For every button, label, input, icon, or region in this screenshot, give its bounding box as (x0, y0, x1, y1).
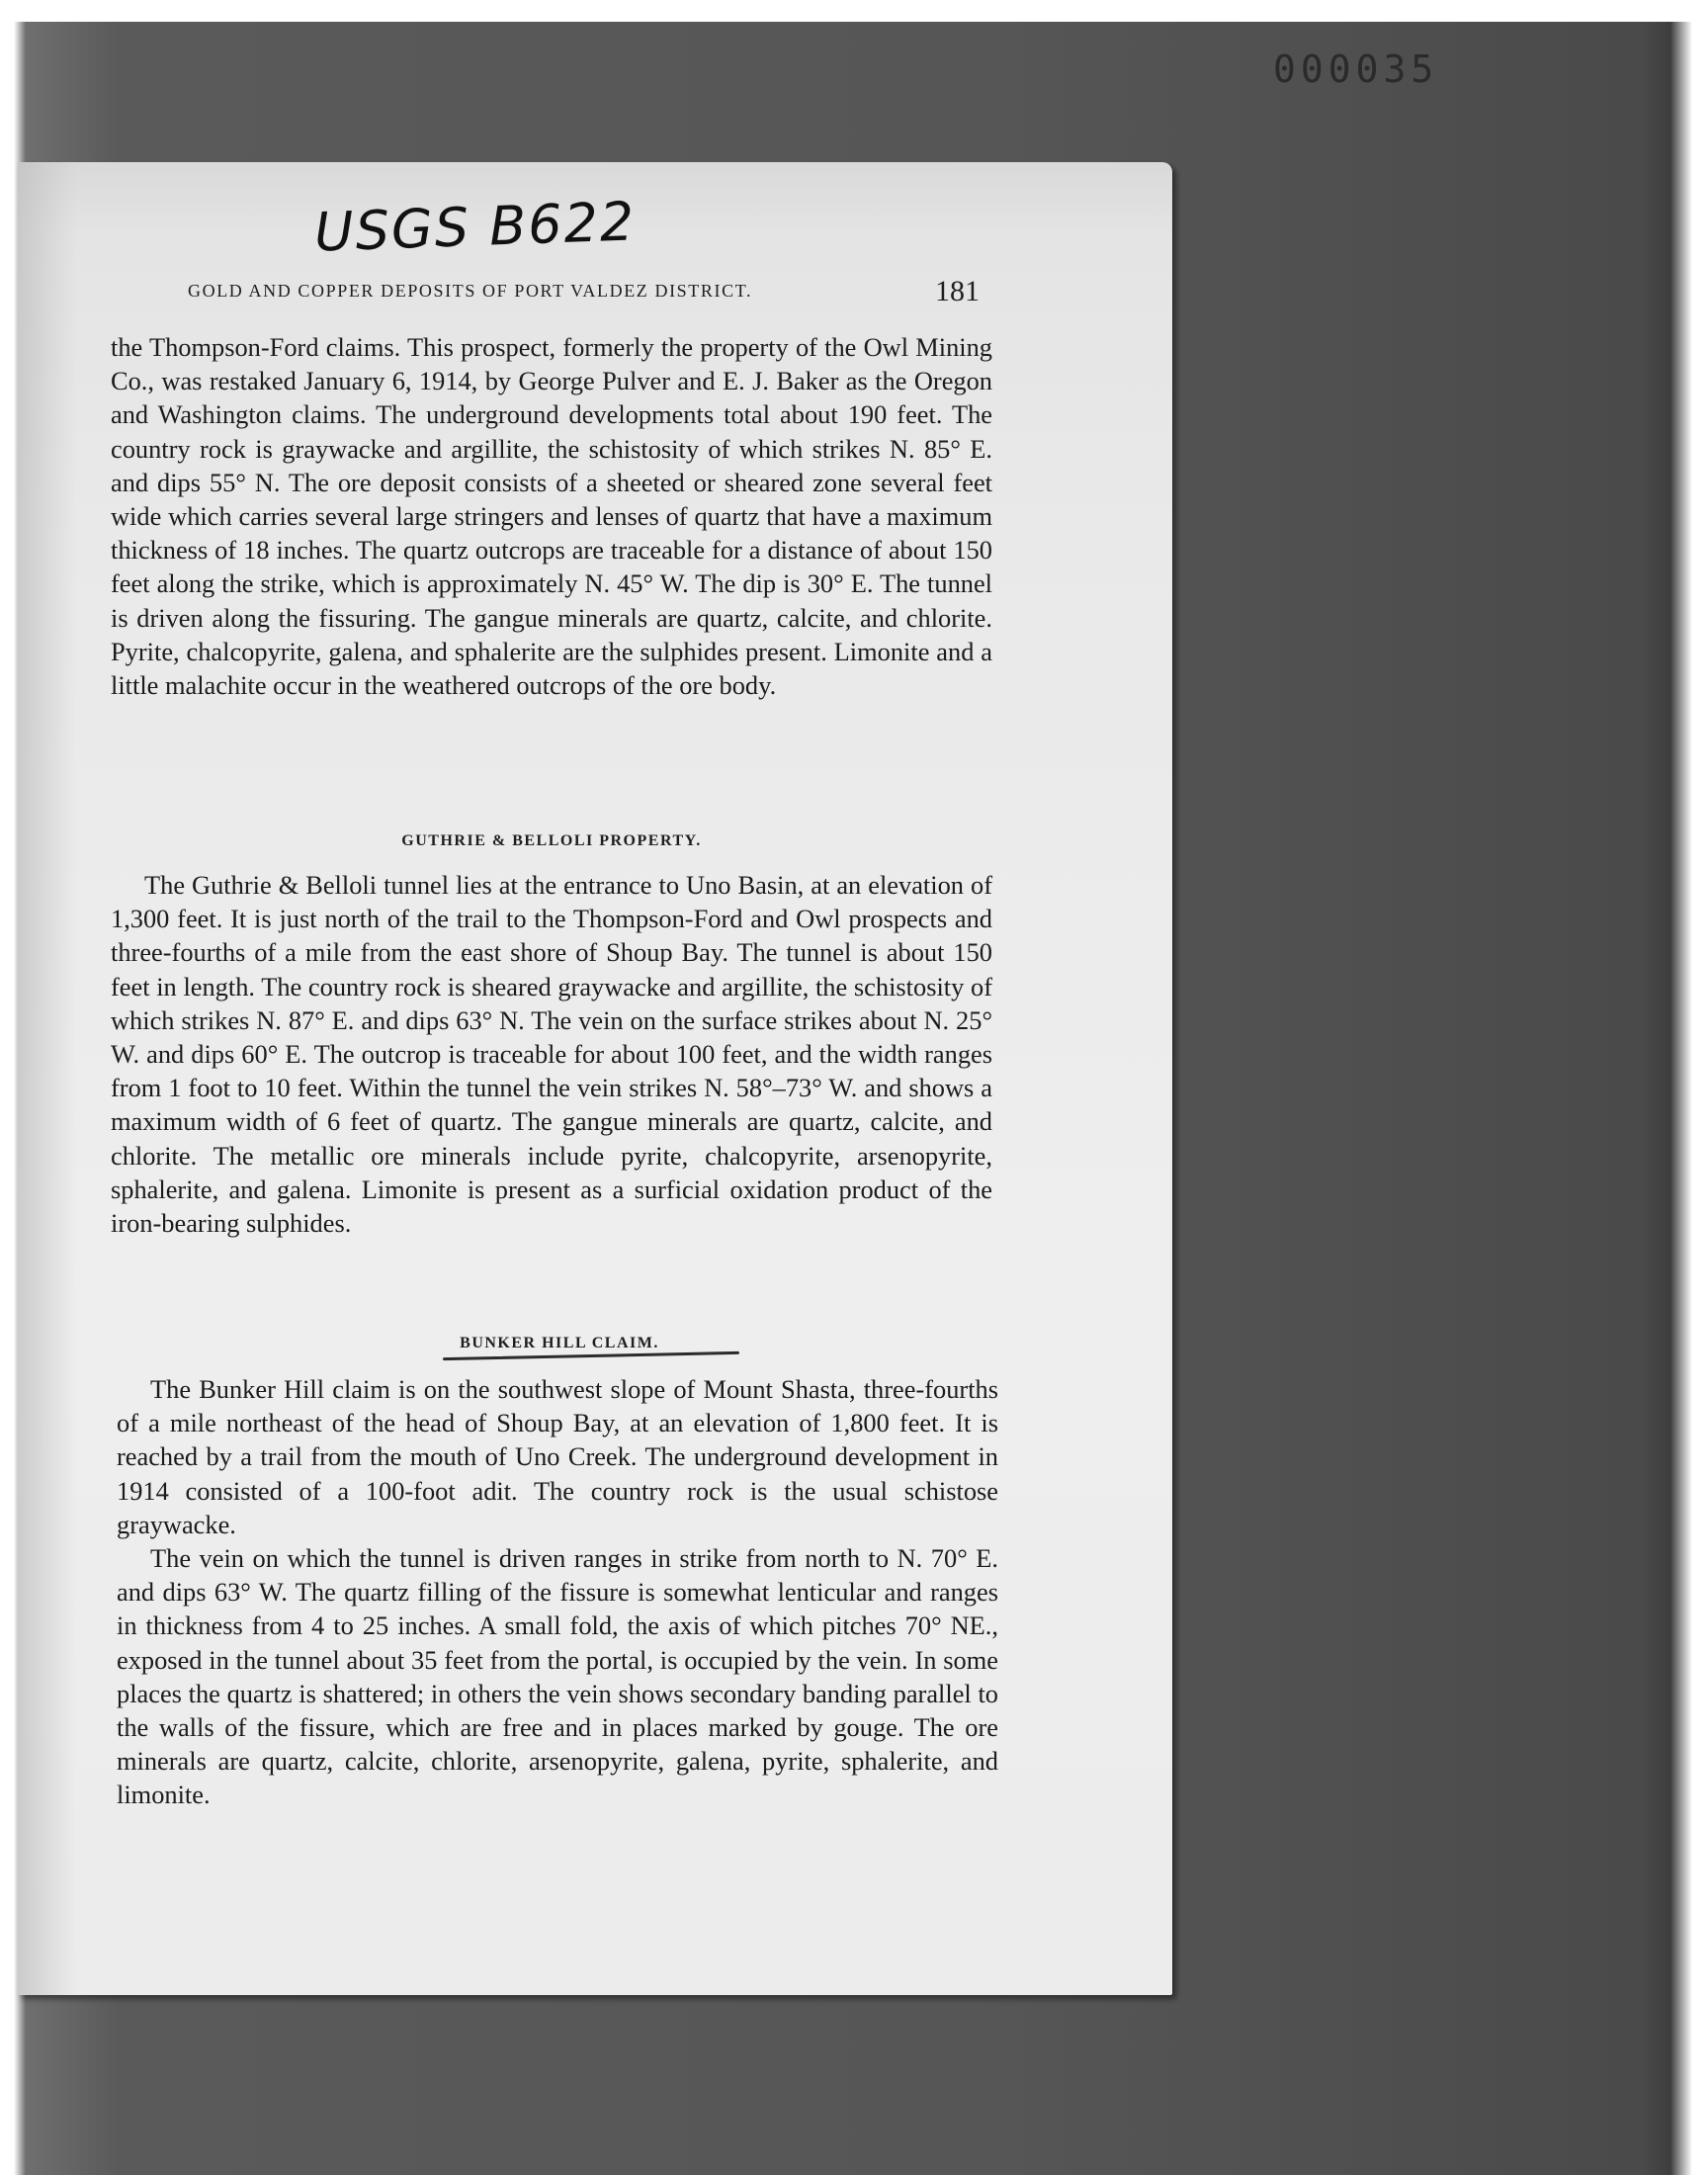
handwritten-reference: USGS B622 (312, 190, 638, 264)
document-stamp-number: 000035 (1273, 47, 1439, 91)
section-heading-bunker-hill: BUNKER HILL CLAIM. (460, 1335, 659, 1351)
section-bunker-hill (117, 1372, 998, 1812)
paragraph: the Thompson-Ford claims. This prospect, formerly the property of the Owl Mining Co., was restaked January 6, 1914, by George Pulver and E. J. Baker as the Oregon and Washington claims. The underground developments total about 190 feet. The country rock is graywacke and argillite, the schistosity of which strikes N. 85° E. and dips 55° N. The ore deposit consists of a sheeted or sheared zone several feet wide which carries several large stringers and lenses of quartz that have a maximum thickness of 18 inches. The quartz outcrops are traceable for a distance of about 150 feet along the strike, which is approximately N. 45° W. The dip is 30° E. The tunnel is driven along the fissuring. The gangue minerals are quartz, calcite, and chlorite. Pyrite, chalcopyrite, galena, and sphalerite are the sulphides present. Limonite and a little malachite occur in the weathered outcrops of the ore body. (111, 332, 992, 701)
section-heading-guthrie-belloli: GUTHRIE & BELLOLI PROPERTY. (401, 832, 702, 849)
section-guthrie-belloli (111, 868, 992, 1240)
scanner-top-margin (0, 0, 1708, 22)
paragraph: The Bunker Hill claim is on the southwest slope of Mount Shasta, three-fourths of a mile northeast of the head of Shoup Bay, at an elevation of 1,800 feet. It is reached by a trail from the mouth of Uno Creek. The underground development in 1914 consisted of a 100-foot adit. The country rock is the usual schistose graywacke. (117, 1374, 998, 1539)
paragraph: The vein on which the tunnel is driven ranges in strike from north to N. 70° E. and dips 63° W. The quartz filling of the fissure is somewhat lenticular and ranges in thickness from 4 to 25 inches. A small fold, the axis of which pitches 70° NE., exposed in the tunnel about 35 feet from the portal, is occupied by the vein. In some places the quartz is shattered; in others the vein shows secondary banding parallel to the walls of the fissure, which are free and in places marked by gouge. The ore minerals are quartz, calcite, chlorite, arsenopyrite, galena, pyrite, sphalerite, and limonite. (117, 1543, 998, 1810)
paragraph: The Guthrie & Belloli tunnel lies at the entrance to Uno Basin, at an elevation of 1,300 feet. It is just north of the trail to the Thompson-Ford and Owl prospects and three-fourths of a mile from the east shore of Shoup Bay. The tunnel is about 150 feet in length. The country rock is sheared graywacke and argillite, the schistosity of which strikes N. 87° E. and dips 63° N. The vein on the surface strikes about N. 25° W. and dips 60° E. The outcrop is traceable for about 100 feet, and the width ranges from 1 foot to 10 feet. Within the tunnel the vein strikes N. 58°–73° W. and shows a maximum width of 6 feet of quartz. The gangue minerals are quartz, calcite, and chlorite. The metallic ore minerals include pyrite, chalcopyrite, arsenopyrite, sphalerite, and galena. Limonite is present as a surficial oxidation product of the iron-bearing sulphides. (111, 870, 992, 1239)
page-number: 181 (935, 275, 980, 307)
page-edge-shadow (18, 162, 77, 1995)
running-head-title: GOLD AND COPPER DEPOSITS OF PORT VALDEZ DISTRICT. (188, 281, 753, 301)
section-thompson-ford (111, 330, 992, 702)
